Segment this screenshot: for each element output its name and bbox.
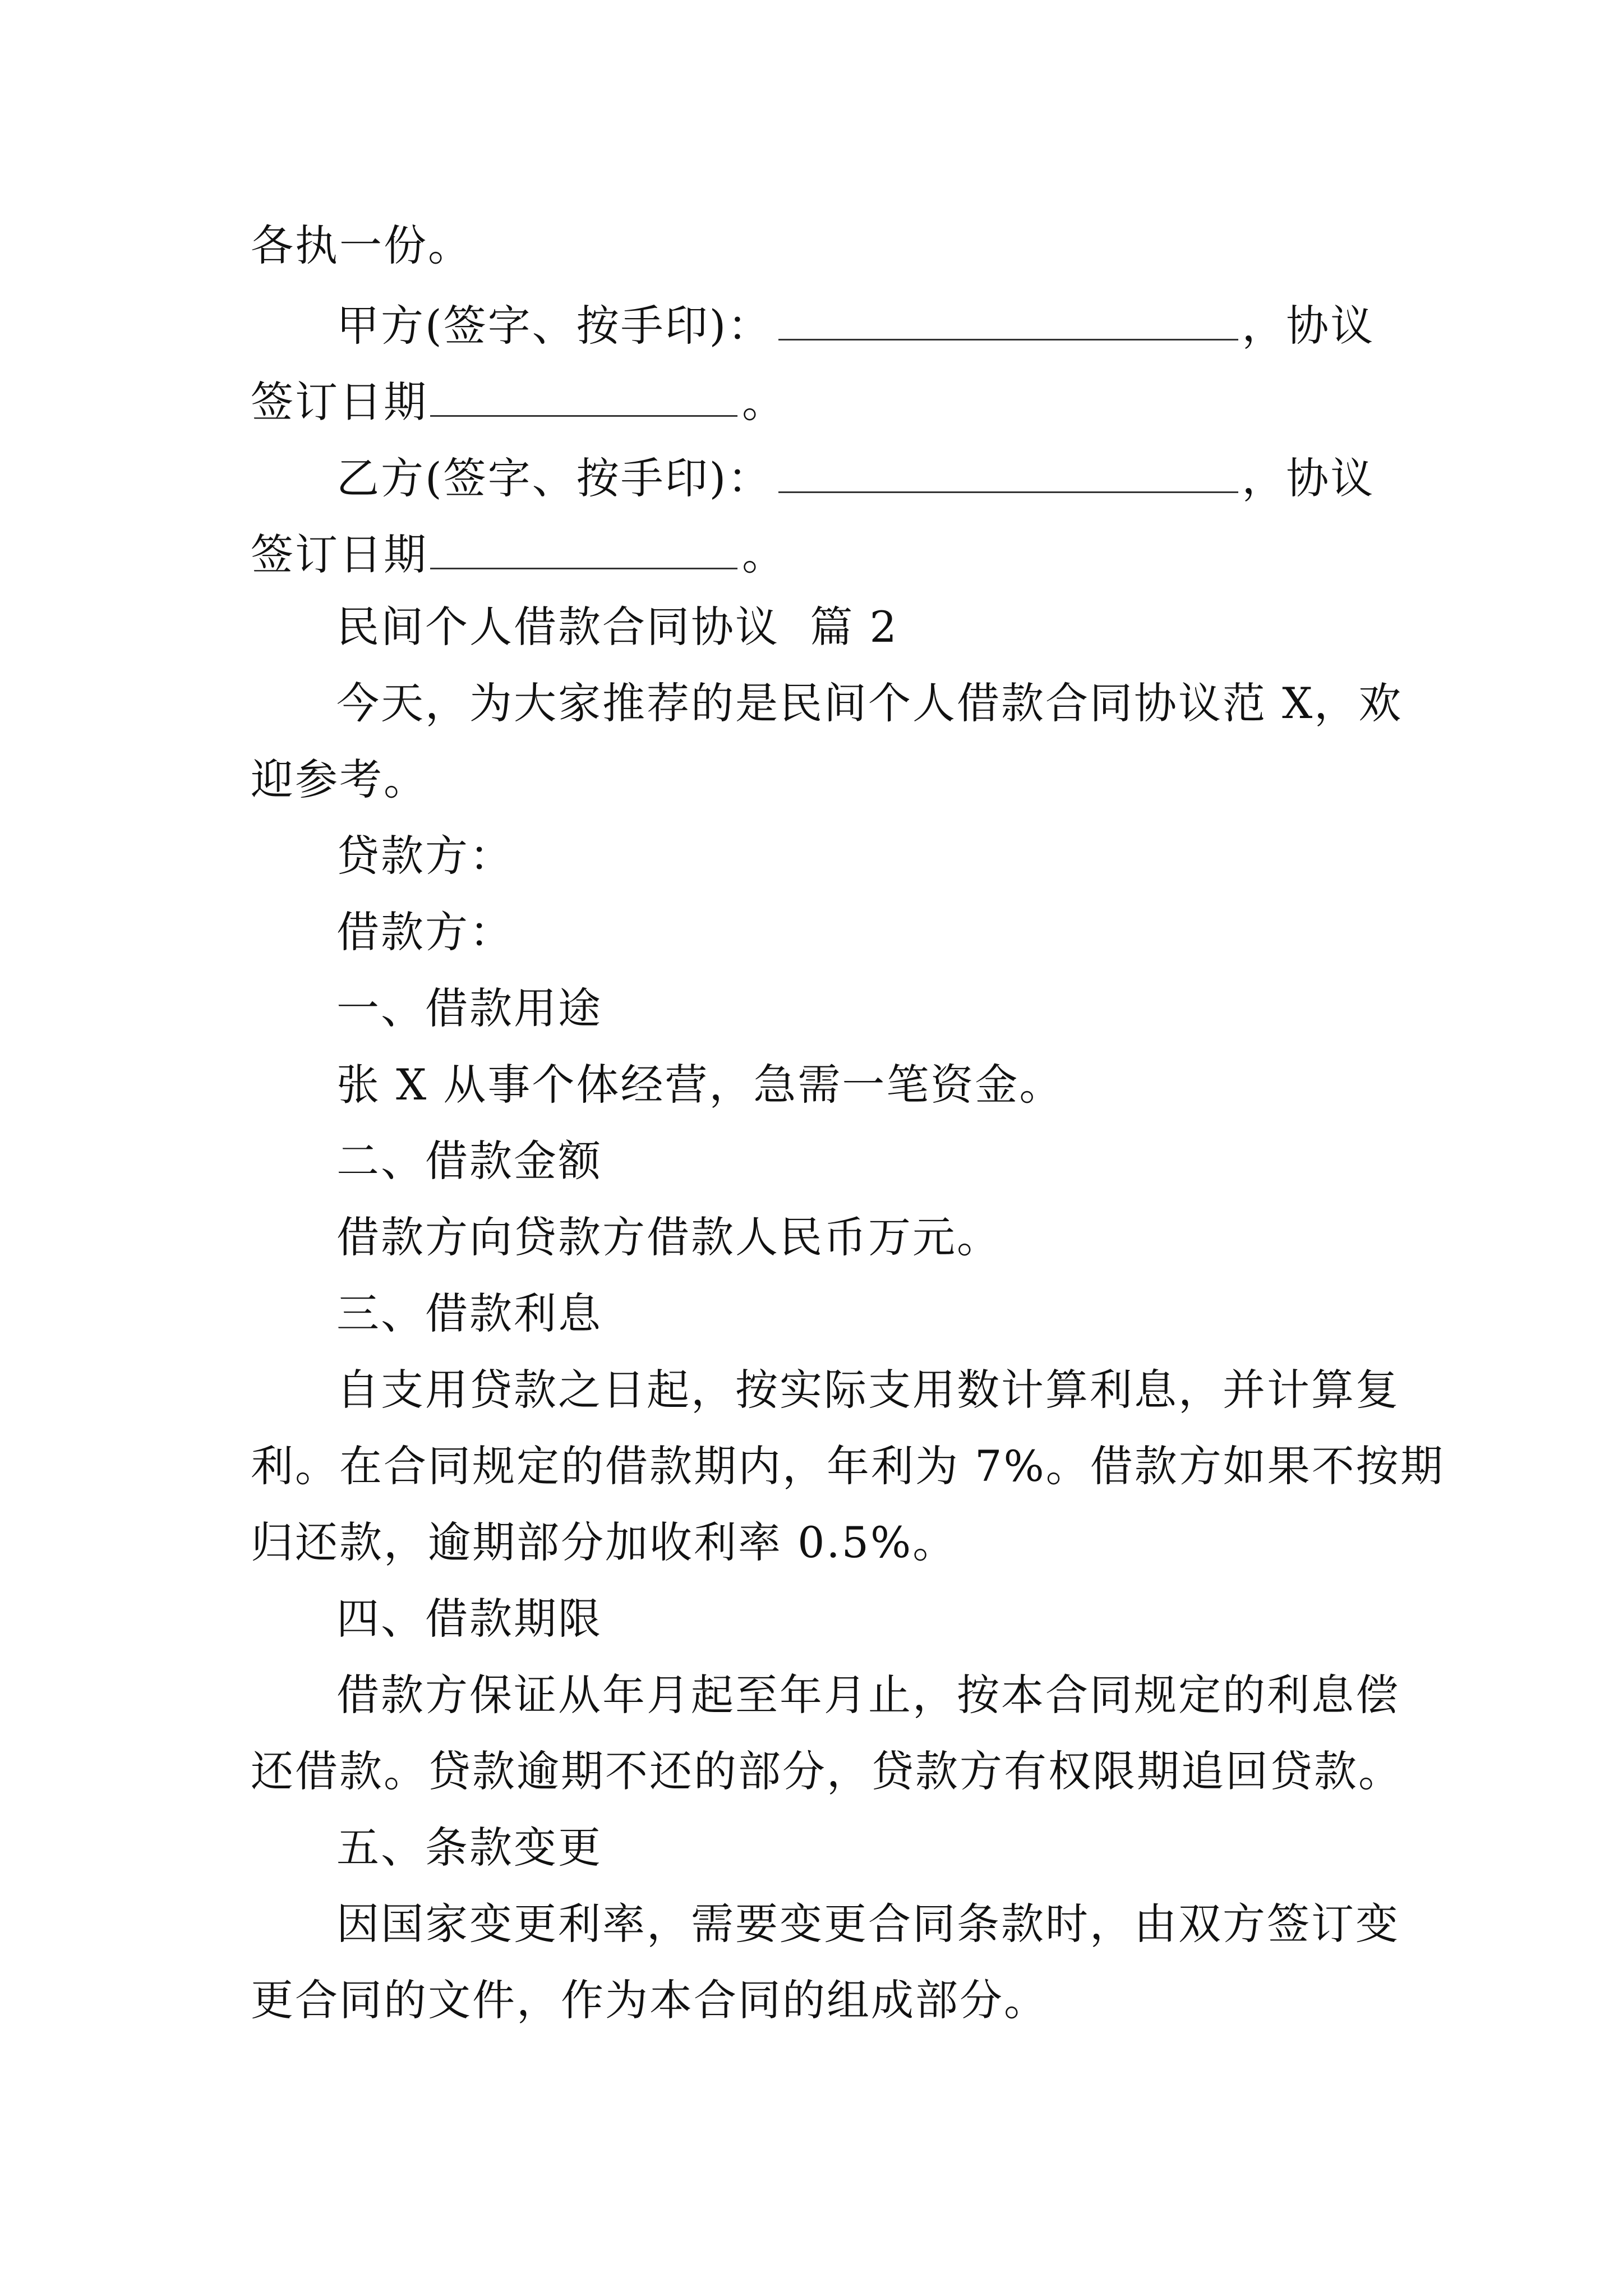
paragraph-line: [336, 1060, 1064, 1110]
paragraph-line: [336, 1212, 1001, 1262]
paragraph-line: [251, 1746, 1403, 1796]
clause-5-title: 五、条款变更: [336, 1823, 602, 1872]
clause-5-text-line-2: 更合同的文件，作为本合同的组成部分。: [251, 1975, 1048, 2025]
clause-3-text-line-2: 利。在合同规定的借款期内，年利为 7%。借款方如果不按期: [251, 1441, 1445, 1491]
party-a-signature-label: 甲方(签字、按手印)：: [336, 301, 772, 351]
party-a-signature-line: [336, 301, 1375, 351]
period-mark: 。: [742, 377, 786, 427]
borrower-label: 借款方：: [336, 907, 514, 957]
intro-text-line-1: 今天，为大家推荐的是民间个人借款合同协议范 X，欢: [336, 678, 1403, 728]
clause-4-text-line-2: 还借款。贷款逾期不还的部分，贷款方有权限期追回贷款。: [251, 1746, 1403, 1796]
section-heading: [336, 602, 898, 652]
clause-3-title: 三、借款利息: [336, 1289, 602, 1338]
clause-2-title: 二、借款金额: [336, 1136, 602, 1186]
party-b-signature-blank[interactable]: [778, 453, 1238, 493]
sign-date-label: 签订日期: [251, 377, 428, 427]
text-copies-each: 各执一份。: [251, 220, 472, 270]
party-a-date-line: [251, 377, 786, 427]
party-a-date-blank[interactable]: [430, 377, 737, 417]
clause-4-text-line-1: 借款方保证从年月起至年月止，按本合同规定的利息偿: [336, 1670, 1400, 1720]
paragraph-line: [336, 1670, 1400, 1720]
party-b-date-line: [251, 530, 786, 579]
paragraph-line: [251, 1441, 1445, 1491]
agreement-text: ，协议: [1242, 453, 1375, 503]
paragraph-line: [336, 1899, 1400, 1949]
party-b-signature-label: 乙方(签字、按手印)：: [336, 453, 772, 503]
borrower-line: [336, 907, 514, 957]
paragraph-line: [251, 754, 428, 804]
sign-date-label: 签订日期: [251, 530, 428, 579]
party-b-signature-line: [336, 453, 1375, 503]
paragraph-line: [336, 678, 1403, 728]
lender-line: [336, 831, 514, 881]
paragraph-line: [336, 1365, 1400, 1415]
intro-text-line-2: 迎参考。: [251, 754, 428, 804]
party-a-signature-blank[interactable]: [778, 301, 1238, 341]
clause-1-title: 一、借款用途: [336, 983, 602, 1033]
clause-heading: [336, 1136, 602, 1186]
clause-heading: [336, 1823, 602, 1872]
period-mark: 。: [742, 530, 786, 579]
clause-heading: [336, 1594, 602, 1644]
paragraph-line: [251, 1517, 957, 1567]
clause-4-title: 四、借款期限: [336, 1594, 602, 1644]
clause-heading: [336, 1289, 602, 1338]
lender-label: 贷款方：: [336, 831, 514, 881]
party-b-date-blank[interactable]: [430, 530, 737, 569]
clause-2-text: 借款方向贷款方借款人民币万元。: [336, 1212, 1001, 1262]
clause-5-text-line-1: 因国家变更利率，需要变更合同条款时，由双方签订变: [336, 1899, 1400, 1949]
clause-3-text-line-3: 归还款，逾期部分加收利率 0.5%。: [251, 1517, 957, 1567]
paragraph-line: [251, 1975, 1048, 2025]
paragraph-line: [251, 220, 472, 270]
section-title: 民间个人借款合同协议 篇 2: [336, 602, 898, 652]
clause-heading: [336, 983, 602, 1033]
agreement-text: ，协议: [1242, 301, 1375, 351]
clause-1-text: 张 X 从事个体经营，急需一笔资金。: [336, 1060, 1064, 1110]
clause-3-text-line-1: 自支用贷款之日起，按实际支用数计算利息，并计算复: [336, 1365, 1400, 1415]
